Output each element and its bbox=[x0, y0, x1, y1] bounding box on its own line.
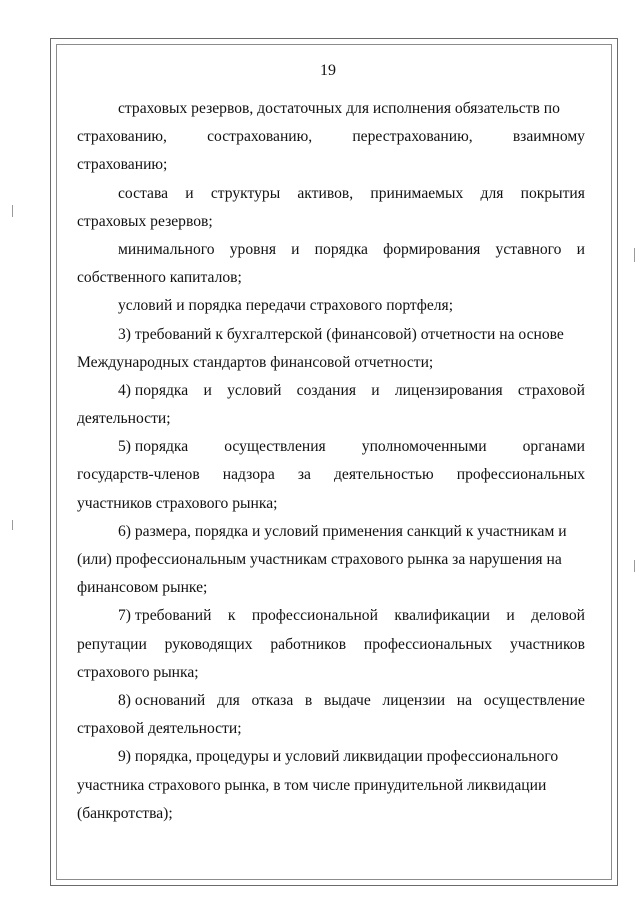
text-word: взаимному bbox=[512, 128, 585, 146]
document-body bbox=[77, 95, 585, 828]
text-word: к bbox=[227, 607, 236, 625]
text-line: условий и порядка передачи страхового портфеля; bbox=[118, 297, 454, 315]
text-word: осуществления bbox=[224, 438, 326, 456]
text-word: создания bbox=[296, 381, 356, 399]
text-line: 9) порядка, процедуры и условий ликвидации профессионального bbox=[118, 748, 559, 766]
text-word: 8) оснований bbox=[118, 691, 206, 709]
text-line: страховых резервов; bbox=[77, 212, 213, 230]
text-word: деятельностью bbox=[333, 466, 434, 484]
text-line bbox=[77, 687, 585, 715]
text-word: отказа bbox=[251, 691, 294, 709]
text-line bbox=[77, 461, 585, 489]
text-word: и bbox=[185, 184, 194, 202]
text-line: собственного капиталов; bbox=[77, 269, 242, 287]
text-line: страховых резервов, достаточных для исполнения обязательств по bbox=[118, 100, 560, 117]
text-line bbox=[77, 180, 585, 208]
text-word: государств-членов bbox=[77, 466, 200, 484]
text-word: и bbox=[203, 381, 212, 399]
text-line: участников страхового рынка; bbox=[77, 494, 278, 512]
text-word: в bbox=[304, 691, 313, 709]
text-word: страхованию, bbox=[77, 128, 167, 146]
text-word: руководящих bbox=[164, 635, 253, 653]
text-word: уставного bbox=[495, 240, 562, 258]
text-word: и bbox=[576, 240, 585, 258]
text-word: репутации bbox=[77, 635, 147, 653]
text-word: структуры bbox=[210, 184, 281, 202]
text-word: профессиональных bbox=[456, 466, 585, 484]
text-word: профессиональных bbox=[363, 635, 493, 653]
text-word: за bbox=[297, 466, 311, 484]
text-line bbox=[77, 377, 585, 405]
text-word: 5) порядка bbox=[118, 438, 189, 456]
text-word: принимаемых bbox=[370, 184, 464, 202]
text-word: формирования bbox=[383, 240, 481, 258]
text-word: осуществление bbox=[483, 691, 585, 709]
text-word: 4) порядка bbox=[118, 381, 189, 399]
text-word: минимального bbox=[118, 240, 215, 258]
text-word: активов, bbox=[297, 184, 354, 202]
text-word: и bbox=[291, 240, 300, 258]
text-line bbox=[77, 433, 585, 461]
text-line: 3) требований к бухгалтерской (финансовой) отчетности на основе bbox=[118, 325, 564, 343]
scan-mark bbox=[12, 520, 13, 530]
text-word: страховой bbox=[517, 381, 585, 399]
text-word: покрытия bbox=[520, 184, 585, 202]
text-word: надзора bbox=[222, 466, 275, 484]
text-word: состава bbox=[118, 184, 169, 202]
text-word: сострахованию, bbox=[207, 128, 313, 146]
text-line bbox=[77, 602, 585, 630]
text-word: и bbox=[371, 381, 380, 399]
page-number: 19 bbox=[320, 62, 336, 79]
text-word: работников bbox=[270, 635, 347, 653]
text-line: финансовом рынке; bbox=[77, 579, 208, 597]
text-word: уровня bbox=[229, 240, 276, 258]
scan-mark bbox=[634, 248, 635, 262]
text-word: профессиональной bbox=[251, 607, 378, 625]
text-line bbox=[77, 236, 585, 264]
text-line: страхованию; bbox=[77, 156, 168, 174]
text-word: уполномоченными bbox=[361, 438, 487, 456]
scan-mark bbox=[634, 560, 635, 572]
text-line bbox=[77, 631, 585, 659]
text-line: деятельности; bbox=[77, 410, 171, 428]
text-line: (банкротства); bbox=[77, 804, 173, 822]
text-word: органами bbox=[522, 438, 585, 456]
text-line: 6) размера, порядка и условий применения санкций к участникам и bbox=[118, 522, 567, 540]
text-line bbox=[77, 123, 585, 151]
text-line: страховой деятельности; bbox=[77, 720, 242, 738]
text-line: участника страхового рынка, в том числе принудительной ликвидации bbox=[77, 776, 547, 794]
text-word: перестрахованию, bbox=[352, 128, 473, 146]
text-word: и bbox=[506, 607, 515, 625]
text-word: участников bbox=[510, 635, 585, 653]
scan-mark bbox=[12, 205, 13, 217]
text-word: для bbox=[480, 184, 504, 202]
text-line: (или) профессиональным участникам страхового рынка за нарушения на bbox=[77, 551, 562, 568]
text-line: Международных стандартов финансовой отчетности; bbox=[77, 353, 434, 371]
text-word: условий bbox=[227, 381, 282, 399]
text-word: порядка bbox=[314, 240, 368, 258]
text-word: 7) требований bbox=[118, 607, 212, 625]
text-word: деловой bbox=[531, 607, 585, 625]
text-word: для bbox=[216, 691, 240, 709]
text-word: лицензирования bbox=[394, 381, 503, 399]
text-word: лицензии bbox=[382, 691, 446, 709]
text-word: на bbox=[456, 691, 473, 709]
text-word: выдаче bbox=[323, 691, 371, 709]
text-word: квалификации bbox=[394, 607, 491, 625]
text-line: страхового рынка; bbox=[77, 663, 199, 681]
